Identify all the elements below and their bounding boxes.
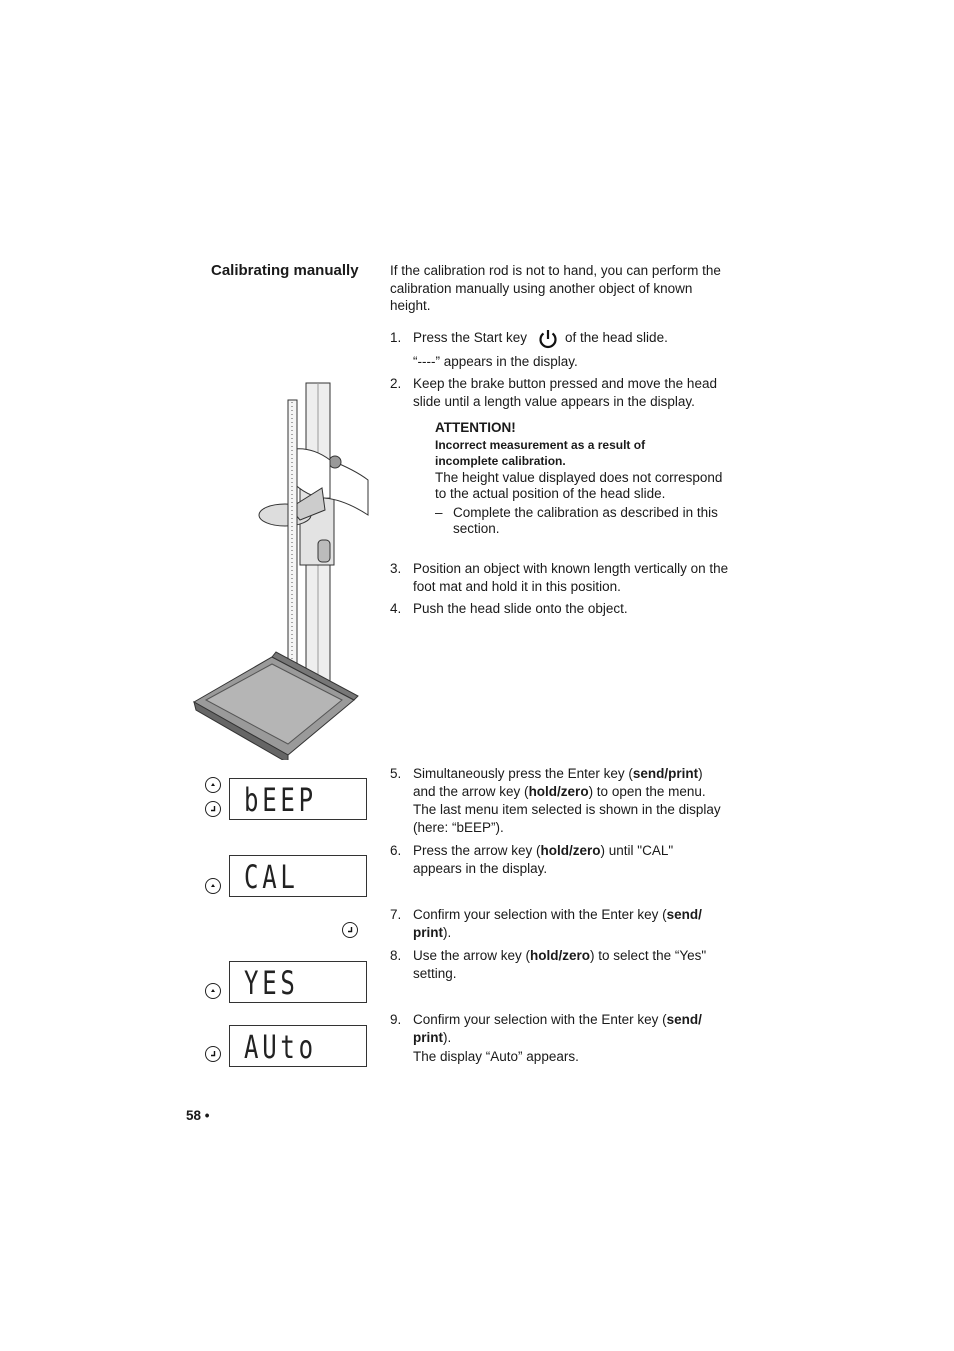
attention-warning: Incorrect measurement as a result of incomplete calibration.	[435, 438, 646, 468]
section-heading: Calibrating manually	[211, 262, 359, 279]
arrow-key-icon	[205, 983, 221, 999]
power-icon	[537, 328, 559, 350]
enter-key-icon	[205, 1046, 221, 1062]
step-1-result: “----” appears in the display.	[413, 354, 578, 369]
attention-text: The height value displayed does not correspond to the actual position of the head slide.	[435, 470, 723, 501]
arrow-key-icon	[205, 878, 221, 894]
lcd-display-cal: CAL	[229, 855, 367, 897]
enter-key-icon	[342, 922, 358, 938]
attention-title: ATTENTION!	[435, 420, 516, 435]
lcd-display-auto: AUto	[229, 1025, 367, 1067]
step-1-text-pre: Press the Start key	[413, 330, 528, 345]
step-1-text-post: of the head slide.	[565, 330, 668, 345]
intro-paragraph: If the calibration rod is not to hand, you can perform the calibration manually using another object of known height.	[390, 263, 721, 313]
lcd-display-beep: bEEP	[229, 778, 367, 820]
attention-bullet: – Complete the calibration as described in this section.	[435, 505, 718, 536]
attention-box	[435, 420, 735, 537]
page-number: 58 •	[186, 1108, 210, 1123]
lcd-display-yes: YES	[229, 961, 367, 1003]
enter-key-icon	[205, 801, 221, 817]
stadiometer-illustration	[190, 380, 370, 760]
arrow-key-icon	[205, 777, 221, 793]
